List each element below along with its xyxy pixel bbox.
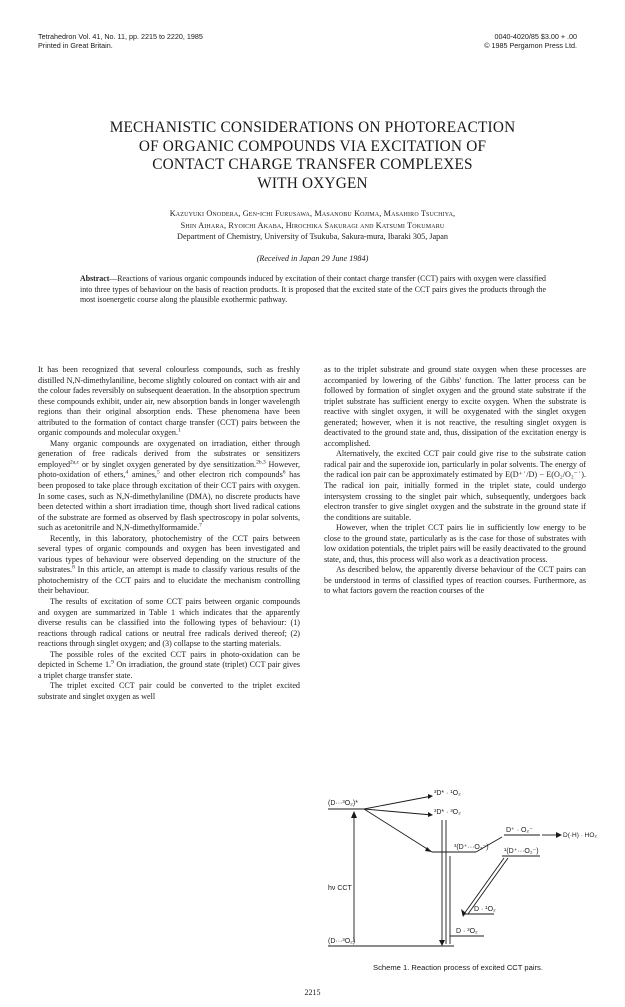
arrowhead-product	[556, 832, 562, 838]
title-line: WITH OXYGEN	[257, 174, 368, 192]
title-line: CONTACT CHARGE TRANSFER COMPLEXES	[152, 156, 473, 173]
page-number: 2215	[304, 988, 321, 997]
printed-line: Printed in Great Britain.	[38, 41, 113, 50]
paragraph: Alternatively, the excited CCT pair could give rise to the substrate cation radical pair and the superoxide ion, particularly in polar solvents. The energy of the radical ion pair can be approximately estimated by E(D⁺˙/D) − E(O₂/O₂⁻˙). The radical ion pair, initially formed in the triplet state, could undergo intersystem crossing to the singlet pair which, subsequently, undergoes back electron transfer to give singlet oxygen and the substrate in the ground state if the conditions are suitable.	[324, 449, 586, 522]
abstract-text: —Reactions of various organic compounds induced by excitation of their contact charge transfer (CCT) pairs with oxygen were classified into three types of behaviour on the basis of reaction products. It is proposed that the excited state of the CCT pairs gives the products through the most isoenergetic course along the plausible exothermic pathway.	[80, 274, 546, 305]
arrowhead-up	[351, 811, 357, 818]
journal-header	[38, 32, 203, 50]
article-code: 0040-4020/85 $3.00 + .00	[494, 32, 577, 41]
scheme-diagram	[324, 786, 597, 961]
ground-triplet-label: D · ³O₂	[456, 928, 478, 935]
paragraph: The possible roles of the excited CCT pairs in photo-oxidation can be depicted in Scheme 1.$^9$ On irradiation, the ground state (triplet) CCT pair gives a triplet charge transfer state.	[38, 649, 301, 680]
copyright-header	[484, 32, 577, 50]
reference-marker: 2b,3	[256, 459, 266, 466]
reference-marker: 7	[199, 522, 202, 529]
arrow-to-triplet	[364, 809, 432, 815]
singlet-substrate-label: ³D* · ¹O₂	[434, 790, 461, 797]
left-column	[38, 365, 300, 703]
author-list	[60, 208, 565, 231]
abstract	[80, 274, 546, 306]
ground-pair-label: (D···³O₂)	[328, 938, 356, 945]
paragraph: The results of excitation of some CCT pairs between organic compounds and oxygen are summarized in Table 1 which indicates that the apparently diverse results can be classified into the following types of behaviour: (1) reactions through radical cations or neutral free radicals derived thereof; (2) reactions through singlet oxygen; and (3) collapse to the starting materials.	[38, 597, 300, 649]
article-title	[60, 119, 565, 193]
paragraph: as to the triplet substrate and ground state oxygen when these processes are accompanied by lowering of the Gibbs' function. The latter process can be followed by formation of singlet oxygen and the ground state substrate if the triplet substrate has sufficient energy to excite oxygen. When the substrate is reactive with singlet oxygen, it will be oxygenated with the singlet oxygen generated; however, when it is not reactive, the resulting singlet oxygen is deactivated to the ground state and, thus, dissipation of the excitation energy is accomplished.	[324, 365, 586, 448]
reference-marker: 5	[156, 469, 160, 476]
redox-formula: E(D⁺˙/D) − E(O₂/O₂⁻˙)	[505, 470, 584, 480]
received-date: (Received in Japan 29 June 1984)	[256, 254, 369, 263]
title-line: MECHANISTIC CONSIDERATIONS ON PHOTOREACTION	[109, 119, 516, 136]
triplet-ion-label: ³(D⁺···O₂⁻)	[454, 844, 489, 851]
ion-product-label: D(·H) · HO₂	[563, 832, 597, 839]
ground-singlet-label: D · ¹O₂	[474, 906, 496, 913]
paragraph: Many organic compounds are oxygenated on irradiation, either through generation of free radicals derived from the substrates or sensitizers employed$^{2a,c}$ or by singlet oxygen generated by dye sensitization.$^{2b,3}$ However, photo-oxidation of ethers,$^4$ amines,$^5$ and other electron rich compounds$^6$ has been proposed to take place through excitation of their CCT pairs with oxygen. In some cases, such as N,N-dimethylaniline (DMA), no discrete products have been detected within a short irradiation time, though short lived radical cations of the substrate are formed as observed by flash spectroscopy in polar solvents, such as acetonitrile and N,N-dimethylformamide.$^7$	[38, 438, 301, 533]
arrowhead-singlet	[428, 794, 433, 799]
triplet-substrate-label: ³D* · ³O₂	[434, 809, 461, 816]
free-ion-label: D⁺ · O₂⁻	[506, 827, 533, 834]
paragraph: The triplet excited CCT pair could be converted to the triplet excited substrate and singlet oxygen as well	[38, 681, 300, 701]
right-column	[324, 365, 586, 597]
reference-marker: 1	[177, 427, 181, 434]
reference-marker: 2a,c	[70, 459, 80, 466]
abstract-label: Abstract	[80, 274, 110, 283]
copyright-line: © 1985 Pergamon Press Ltd.	[484, 41, 577, 50]
authors-line: Kazuyuki Onodera, Gen-ichi Furusawa, Masanobu Kojima, Masahiro Tsuchiya,	[169, 209, 456, 218]
reference-marker: 9	[111, 659, 114, 666]
excitation-label: hν CCT	[328, 885, 352, 892]
arrowhead-triplet	[428, 812, 433, 817]
affiliation: Department of Chemistry, University of Tsukuba, Sakura-mura, Ibaraki 305, Japan	[177, 232, 448, 241]
excited-pair-label: (D···³O₂)*	[328, 800, 358, 807]
scheme-caption: Scheme 1. Reaction process of excited CCT pairs.	[373, 963, 543, 972]
arrowhead-decay	[439, 940, 445, 946]
arrowhead-back	[461, 909, 466, 917]
paragraph: However, when the triplet CCT pairs lie in sufficiently low energy to be close to the ground state, particularly as is the case for those of substrates with low oxidation potentials, the triplet pairs will be easily deactivated to the ground state, and, thus, this process will also work as a deactivation process.	[324, 523, 586, 564]
paragraph: As described below, the apparently diverse behaviour of the CCT pairs can be understood in terms of classified types of reaction courses. Furthermore, as to what factors govern the reaction courses of the	[324, 565, 586, 596]
arrow-to-ion-pair	[364, 809, 432, 852]
reference-marker: 6	[282, 469, 286, 476]
singlet-ion-label: ¹(D⁺···O₂⁻)	[504, 848, 539, 855]
reference-marker: 4	[125, 469, 129, 476]
paragraph: It has been recognized that several colourless compounds, such as freshly distilled N,N-dimethylaniline, become slightly coloured on contact with air and the colour fades reversibly on subsequent deaeration. In the absorption spectrum these compounds exhibit, under air, new absorption bands in longer wavelength regions than their original absorption ends. These phenomena have been attributed to the formation of contact charge transfer (CCT) pairs between the organic compounds and molecular oxygen.$^1$	[38, 365, 300, 438]
title-line: OF ORGANIC COMPOUNDS VIA EXCITATION OF	[138, 137, 487, 155]
reaction-scheme	[324, 786, 597, 961]
journal-citation: Tetrahedron Vol. 41, No. 11, pp. 2215 to 2220, 1985	[38, 32, 203, 41]
paragraph: Recently, in this laboratory, photochemistry of the CCT pairs between several types of organic compounds and oxygen has been investigated and various types of behaviour were observed depending on the structure of the substrates.$^8$ In this article, an attempt is made to classify various results of the photochemistry of the CCT pairs and to elucidate the mechanism controlling their behaviour.	[38, 533, 300, 596]
arrow-to-singlet	[364, 796, 432, 809]
reference-marker: 8	[72, 564, 75, 571]
authors-line: Shin Aihara, Ryoichi Akaba, Hirochika Sakuragi and Katsumi Tokumaru	[180, 220, 445, 230]
